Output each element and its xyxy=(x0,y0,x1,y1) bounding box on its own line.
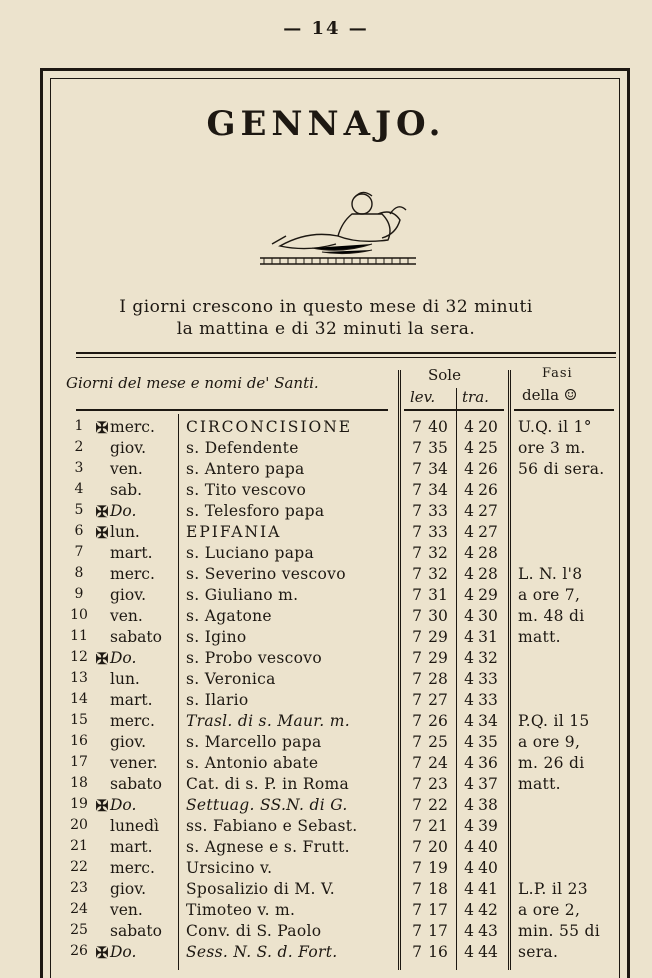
moon-phase-note: sera. xyxy=(518,943,559,961)
sunset-minute: 35 xyxy=(478,733,498,751)
table-row xyxy=(66,418,626,439)
saint-name: s. Marcello papa xyxy=(186,733,322,751)
sunset-minute: 27 xyxy=(478,523,498,541)
sunset-hour: 4 xyxy=(464,649,474,667)
sunrise-hour: 7 xyxy=(412,943,422,961)
weekday: merc. xyxy=(110,712,155,730)
sunset-hour: 4 xyxy=(464,859,474,877)
moon-phase-note: ore 3 m. xyxy=(518,439,586,457)
weekday: giov. xyxy=(110,880,147,898)
sunrise-minute: 18 xyxy=(428,880,448,898)
feast-cross-icon: ✠ xyxy=(95,943,109,962)
saint-name: Sess. N. S. d. Fort. xyxy=(186,943,338,961)
day-number: 14 xyxy=(70,691,88,707)
sunset-minute: 28 xyxy=(478,544,498,562)
day-number: 11 xyxy=(70,628,88,644)
day-number: 24 xyxy=(70,901,88,917)
day-number: 20 xyxy=(70,817,88,833)
sunrise-minute: 28 xyxy=(428,670,448,688)
sunset-minute: 30 xyxy=(478,607,498,625)
sunset-hour: 4 xyxy=(464,544,474,562)
sunrise-minute: 29 xyxy=(428,628,448,646)
weekday: sab. xyxy=(110,481,143,499)
header-phases-of-moon: della ☺ xyxy=(522,386,578,404)
sunrise-minute: 29 xyxy=(428,649,448,667)
sunrise-minute: 24 xyxy=(428,754,448,772)
header-sun: Sole xyxy=(428,366,461,384)
sunset-hour: 4 xyxy=(464,670,474,688)
sunset-minute: 40 xyxy=(478,859,498,877)
day-number: 17 xyxy=(70,754,88,770)
day-number: 15 xyxy=(70,712,88,728)
day-number: 22 xyxy=(70,859,88,875)
weekday: ven. xyxy=(110,607,143,625)
saint-name: s. Luciano papa xyxy=(186,544,315,562)
table-row xyxy=(66,544,626,565)
table-row xyxy=(66,628,626,649)
moon-phase-note: L. N. l'8 xyxy=(518,565,583,583)
sunset-minute: 31 xyxy=(478,628,498,646)
sunrise-hour: 7 xyxy=(412,502,422,520)
sunset-hour: 4 xyxy=(464,817,474,835)
table-row xyxy=(66,460,626,481)
table-row xyxy=(66,817,626,838)
sunset-hour: 4 xyxy=(464,733,474,751)
sunset-hour: 4 xyxy=(464,712,474,730)
saint-name: s. Veronica xyxy=(186,670,276,688)
sunset-minute: 27 xyxy=(478,502,498,520)
sunrise-hour: 7 xyxy=(412,880,422,898)
sunset-minute: 44 xyxy=(478,943,498,961)
sunrise-minute: 23 xyxy=(428,775,448,793)
table-row xyxy=(66,649,626,670)
table-row xyxy=(66,439,626,460)
intro-line-1: I giorni crescono in questo mese di 32 minuti xyxy=(119,297,533,317)
moon-phase-note: matt. xyxy=(518,775,561,793)
table-row xyxy=(66,880,626,901)
sunrise-hour: 7 xyxy=(412,523,422,541)
saint-name: s. Defendente xyxy=(186,439,299,457)
sunrise-hour: 7 xyxy=(412,922,422,940)
table-row xyxy=(66,733,626,754)
sunset-minute: 32 xyxy=(478,649,498,667)
moon-phase-note: a ore 2, xyxy=(518,901,581,919)
sunrise-minute: 33 xyxy=(428,502,448,520)
saint-name: s. Telesforo papa xyxy=(186,502,325,520)
sunrise-hour: 7 xyxy=(412,838,422,856)
sunrise-hour: 7 xyxy=(412,754,422,772)
sunrise-minute: 26 xyxy=(428,712,448,730)
saint-name: Ursicino v. xyxy=(186,859,273,877)
sunset-hour: 4 xyxy=(464,439,474,457)
sunset-minute: 38 xyxy=(478,796,498,814)
weekday: sabato xyxy=(110,775,162,793)
header-rule-left xyxy=(76,409,388,411)
table-row xyxy=(66,586,626,607)
table-row xyxy=(66,670,626,691)
sunrise-minute: 21 xyxy=(428,817,448,835)
sunrise-hour: 7 xyxy=(412,418,422,436)
day-number: 23 xyxy=(70,880,88,896)
sunset-minute: 41 xyxy=(478,880,498,898)
sunrise-minute: 17 xyxy=(428,901,448,919)
sunset-hour: 4 xyxy=(464,943,474,961)
sunrise-hour: 7 xyxy=(412,733,422,751)
weekday: mart. xyxy=(110,838,153,856)
table-row xyxy=(66,922,626,943)
table-row xyxy=(66,691,626,712)
sunrise-minute: 34 xyxy=(428,460,448,478)
sunrise-hour: 7 xyxy=(412,775,422,793)
moon-phase-note: m. 48 di xyxy=(518,607,585,625)
sunset-minute: 20 xyxy=(478,418,498,436)
day-number: 12 xyxy=(70,649,88,665)
intro-line-2: la mattina e di 32 minuti la sera. xyxy=(176,319,476,339)
sunrise-hour: 7 xyxy=(412,901,422,919)
saint-name: Trasl. di s. Maur. m. xyxy=(186,712,350,730)
table-row xyxy=(66,502,626,523)
weekday: ven. xyxy=(110,901,143,919)
sunrise-hour: 7 xyxy=(412,691,422,709)
table-row xyxy=(66,859,626,880)
sunrise-minute: 31 xyxy=(428,586,448,604)
saint-name: s. Giuliano m. xyxy=(186,586,299,604)
sunrise-minute: 17 xyxy=(428,922,448,940)
day-number: 16 xyxy=(70,733,88,749)
sunrise-hour: 7 xyxy=(412,649,422,667)
sunrise-minute: 40 xyxy=(428,418,448,436)
header-days-saints: Giorni del mese e nomi de' Santi. xyxy=(66,374,319,392)
saint-name: s. Severino vescovo xyxy=(186,565,346,583)
moon-phase-note: 56 di sera. xyxy=(518,460,605,478)
table-row xyxy=(66,523,626,544)
weekday: Do. xyxy=(110,649,137,667)
top-rule xyxy=(76,352,616,354)
saint-name: s. Agnese e s. Frutt. xyxy=(186,838,350,856)
sunset-hour: 4 xyxy=(464,565,474,583)
day-number: 10 xyxy=(70,607,88,623)
weekday: giov. xyxy=(110,733,147,751)
weekday: Do. xyxy=(110,502,137,520)
sunset-hour: 4 xyxy=(464,901,474,919)
sunset-minute: 36 xyxy=(478,754,498,772)
weekday: merc. xyxy=(110,859,155,877)
sunset-minute: 26 xyxy=(478,481,498,499)
sunrise-minute: 32 xyxy=(428,565,448,583)
saint-name: Timoteo v. m. xyxy=(186,901,296,919)
sunset-hour: 4 xyxy=(464,586,474,604)
day-number: 6 xyxy=(74,523,84,539)
sunset-minute: 37 xyxy=(478,775,498,793)
weekday: lun. xyxy=(110,523,140,541)
sunrise-hour: 7 xyxy=(412,439,422,457)
sunrise-hour: 7 xyxy=(412,565,422,583)
day-number: 3 xyxy=(74,460,84,476)
sunset-minute: 28 xyxy=(478,565,498,583)
table-row xyxy=(66,775,626,796)
day-number: 13 xyxy=(70,670,88,686)
table-row xyxy=(66,754,626,775)
weekday: mart. xyxy=(110,691,153,709)
sunset-minute: 34 xyxy=(478,712,498,730)
feast-cross-icon: ✠ xyxy=(95,649,109,668)
saint-name: Conv. di S. Paolo xyxy=(186,922,322,940)
sunrise-minute: 19 xyxy=(428,859,448,877)
saint-name: EPIFANIA xyxy=(186,523,282,541)
feast-cross-icon: ✠ xyxy=(95,523,109,542)
month-title: GENNAJO. xyxy=(206,104,446,144)
table-row xyxy=(66,901,626,922)
saint-name: s. Ilario xyxy=(186,691,249,709)
intro-text xyxy=(0,296,652,340)
saint-name: s. Antonio abate xyxy=(186,754,319,772)
day-number: 21 xyxy=(70,838,88,854)
moon-phase-note: m. 26 di xyxy=(518,754,585,772)
moon-phase-note: a ore 7, xyxy=(518,586,581,604)
sunset-hour: 4 xyxy=(464,502,474,520)
table-row xyxy=(66,481,626,502)
saint-name: Sposalizio di M. V. xyxy=(186,880,336,898)
sunset-hour: 4 xyxy=(464,922,474,940)
day-number: 5 xyxy=(74,502,84,518)
sunset-hour: 4 xyxy=(464,460,474,478)
day-number: 25 xyxy=(70,922,88,938)
sunrise-hour: 7 xyxy=(412,817,422,835)
sunset-minute: 40 xyxy=(478,838,498,856)
table-row xyxy=(66,607,626,628)
weekday: giov. xyxy=(110,439,147,457)
header-set: tra. xyxy=(462,388,489,406)
sunrise-minute: 34 xyxy=(428,481,448,499)
moon-phase-note: matt. xyxy=(518,628,561,646)
saint-name: s. Agatone xyxy=(186,607,272,625)
feast-cross-icon: ✠ xyxy=(95,796,109,815)
saint-name: CIRCONCISIONE xyxy=(186,418,353,436)
day-number: 18 xyxy=(70,775,88,791)
sunset-minute: 43 xyxy=(478,922,498,940)
weekday: Do. xyxy=(110,943,137,961)
sunset-hour: 4 xyxy=(464,691,474,709)
sunset-hour: 4 xyxy=(464,628,474,646)
sunset-minute: 33 xyxy=(478,670,498,688)
sunset-hour: 4 xyxy=(464,523,474,541)
sunset-hour: 4 xyxy=(464,775,474,793)
day-number: 2 xyxy=(74,439,84,455)
day-number: 19 xyxy=(70,796,88,812)
saint-name: s. Probo vescovo xyxy=(186,649,322,667)
weekday: merc. xyxy=(110,565,155,583)
saint-name: Settuag. SS.N. di G. xyxy=(186,796,348,814)
table-row xyxy=(66,796,626,817)
saint-name: s. Tito vescovo xyxy=(186,481,307,499)
table-row xyxy=(66,712,626,733)
moon-phase-note: L.P. il 23 xyxy=(518,880,588,898)
weekday: Do. xyxy=(110,796,137,814)
day-number: 1 xyxy=(74,418,84,434)
weekday: lunedì xyxy=(110,817,159,835)
moon-phase-note: U.Q. il 1° xyxy=(518,418,592,436)
sunrise-minute: 27 xyxy=(428,691,448,709)
sunrise-minute: 16 xyxy=(428,943,448,961)
weekday: lun. xyxy=(110,670,140,688)
feast-cross-icon: ✠ xyxy=(95,418,109,437)
sunset-hour: 4 xyxy=(464,418,474,436)
sunrise-minute: 35 xyxy=(428,439,448,457)
sunset-hour: 4 xyxy=(464,607,474,625)
sunrise-hour: 7 xyxy=(412,460,422,478)
sunrise-minute: 20 xyxy=(428,838,448,856)
sunrise-minute: 22 xyxy=(428,796,448,814)
weekday: sabato xyxy=(110,628,162,646)
weekday: sabato xyxy=(110,922,162,940)
sunset-minute: 25 xyxy=(478,439,498,457)
day-number: 4 xyxy=(74,481,84,497)
cherub-vignette xyxy=(252,184,422,276)
sunset-minute: 26 xyxy=(478,460,498,478)
saint-name: s. Igino xyxy=(186,628,247,646)
sunset-minute: 33 xyxy=(478,691,498,709)
sunrise-minute: 25 xyxy=(428,733,448,751)
sunset-hour: 4 xyxy=(464,880,474,898)
sunrise-minute: 30 xyxy=(428,607,448,625)
saint-name: ss. Fabiano e Sebast. xyxy=(186,817,358,835)
sunset-minute: 29 xyxy=(478,586,498,604)
sunrise-hour: 7 xyxy=(412,712,422,730)
sunset-hour: 4 xyxy=(464,838,474,856)
weekday: mart. xyxy=(110,544,153,562)
sunset-hour: 4 xyxy=(464,754,474,772)
sunrise-minute: 33 xyxy=(428,523,448,541)
sunset-hour: 4 xyxy=(464,796,474,814)
moon-phase-note: a ore 9, xyxy=(518,733,581,751)
sunrise-hour: 7 xyxy=(412,586,422,604)
sunrise-hour: 7 xyxy=(412,859,422,877)
sunrise-hour: 7 xyxy=(412,628,422,646)
weekday: giov. xyxy=(110,586,147,604)
sunset-minute: 39 xyxy=(478,817,498,835)
header-rise: lev. xyxy=(410,388,436,406)
feast-cross-icon: ✠ xyxy=(95,502,109,521)
saint-name: Cat. di s. P. in Roma xyxy=(186,775,350,793)
weekday: ven. xyxy=(110,460,143,478)
header-rule-right xyxy=(514,409,614,411)
page-number: — 14 — xyxy=(283,18,369,39)
sunrise-hour: 7 xyxy=(412,544,422,562)
day-number: 26 xyxy=(70,943,88,959)
table-row xyxy=(66,943,626,964)
day-number: 8 xyxy=(74,565,84,581)
sunrise-minute: 32 xyxy=(428,544,448,562)
day-number: 9 xyxy=(74,586,84,602)
sunrise-hour: 7 xyxy=(412,670,422,688)
header-phases: Fasi xyxy=(542,366,573,381)
moon-phase-note: P.Q. il 15 xyxy=(518,712,590,730)
sunrise-hour: 7 xyxy=(412,481,422,499)
sunset-hour: 4 xyxy=(464,481,474,499)
sunrise-hour: 7 xyxy=(412,607,422,625)
sunset-minute: 42 xyxy=(478,901,498,919)
table-row xyxy=(66,838,626,859)
top-rule-thin xyxy=(76,357,616,358)
weekday: merc. xyxy=(110,418,155,436)
table-row xyxy=(66,565,626,586)
saint-name: s. Antero papa xyxy=(186,460,305,478)
header-rule-mid xyxy=(404,409,504,411)
day-number: 7 xyxy=(74,544,84,560)
sunrise-hour: 7 xyxy=(412,796,422,814)
moon-phase-note: min. 55 di xyxy=(518,922,601,940)
weekday: vener. xyxy=(110,754,158,772)
